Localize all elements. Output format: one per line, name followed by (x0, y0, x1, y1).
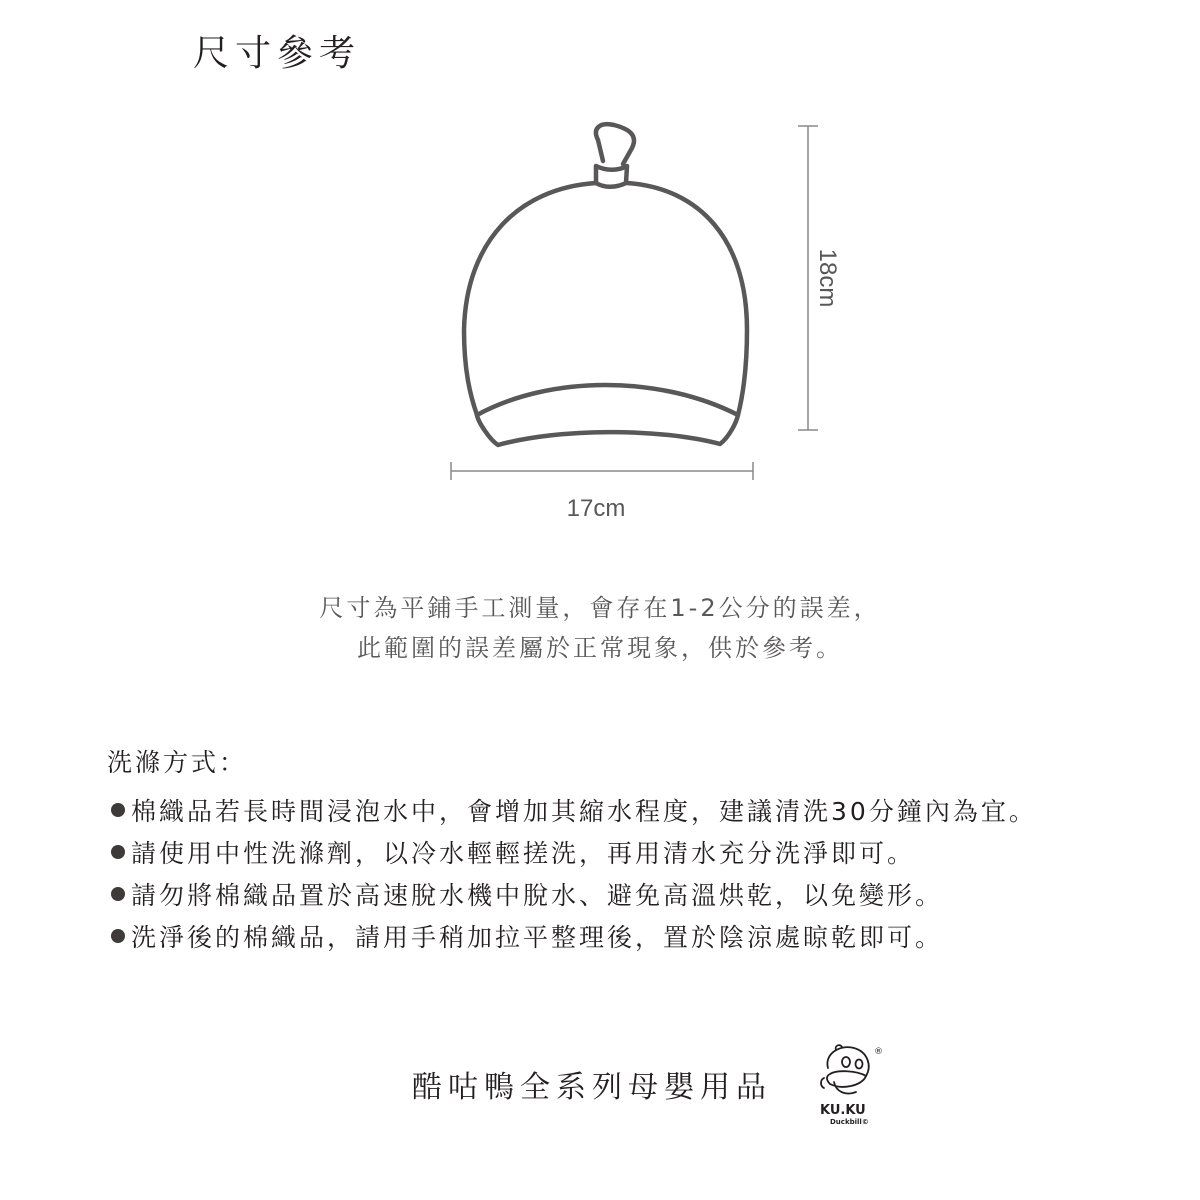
care-item-text: 洗淨後的棉織品，請用手稍加拉平整理後，置於陰涼處晾乾即可。 (131, 923, 944, 952)
care-item (107, 915, 1167, 957)
care-item-text: 請勿將棉織品置於高速脫水機中脫水、避免高溫烘乾，以免變形。 (131, 881, 944, 910)
care-instructions (107, 750, 1167, 957)
bullet-icon (111, 929, 125, 943)
duck-mascot-icon (821, 1045, 869, 1093)
registered-mark: ® (874, 1047, 883, 1057)
height-label: 18cm (814, 248, 841, 308)
care-item-text: 請使用中性洗滌劑，以冷水輕輕搓洗，再用清水充分洗淨即可。 (131, 839, 916, 868)
hat-crown-right (627, 183, 747, 415)
hat-size-diagram (420, 110, 870, 530)
width-label: 17cm (566, 495, 626, 522)
page-title: 尺寸參考 (193, 33, 362, 74)
hat-knot (596, 124, 634, 164)
bullet-icon (111, 803, 125, 817)
measurement-note-line-2: 此範圍的誤差屬於正常現象，供於參考。 (357, 634, 843, 662)
kuku-logo (806, 1040, 896, 1130)
width-dimension (451, 462, 753, 480)
care-item (107, 831, 1167, 873)
footer-tagline: 酷咕鴨全系列母嬰用品 (412, 1070, 772, 1105)
care-list (107, 789, 1167, 957)
bullet-icon (111, 845, 125, 859)
care-heading: 洗滌方式： (107, 748, 248, 777)
hat-brim (477, 385, 738, 445)
care-item (107, 789, 1167, 831)
care-item-text: 棉織品若長時間浸泡水中，會增加其縮水程度，建議清洗30分鐘內為宜。 (131, 797, 1037, 826)
hat-crown (464, 183, 596, 415)
care-item (107, 873, 1167, 915)
hat-outline-icon (464, 124, 747, 445)
bullet-icon (111, 887, 125, 901)
hat-knot-band (596, 166, 627, 187)
measurement-note-line-1: 尺寸為平鋪手工測量，會存在1-2公分的誤差， (319, 594, 881, 622)
logo-subword: Duckbill© (830, 1118, 869, 1126)
logo-wordmark: KU.KU (820, 1103, 866, 1118)
